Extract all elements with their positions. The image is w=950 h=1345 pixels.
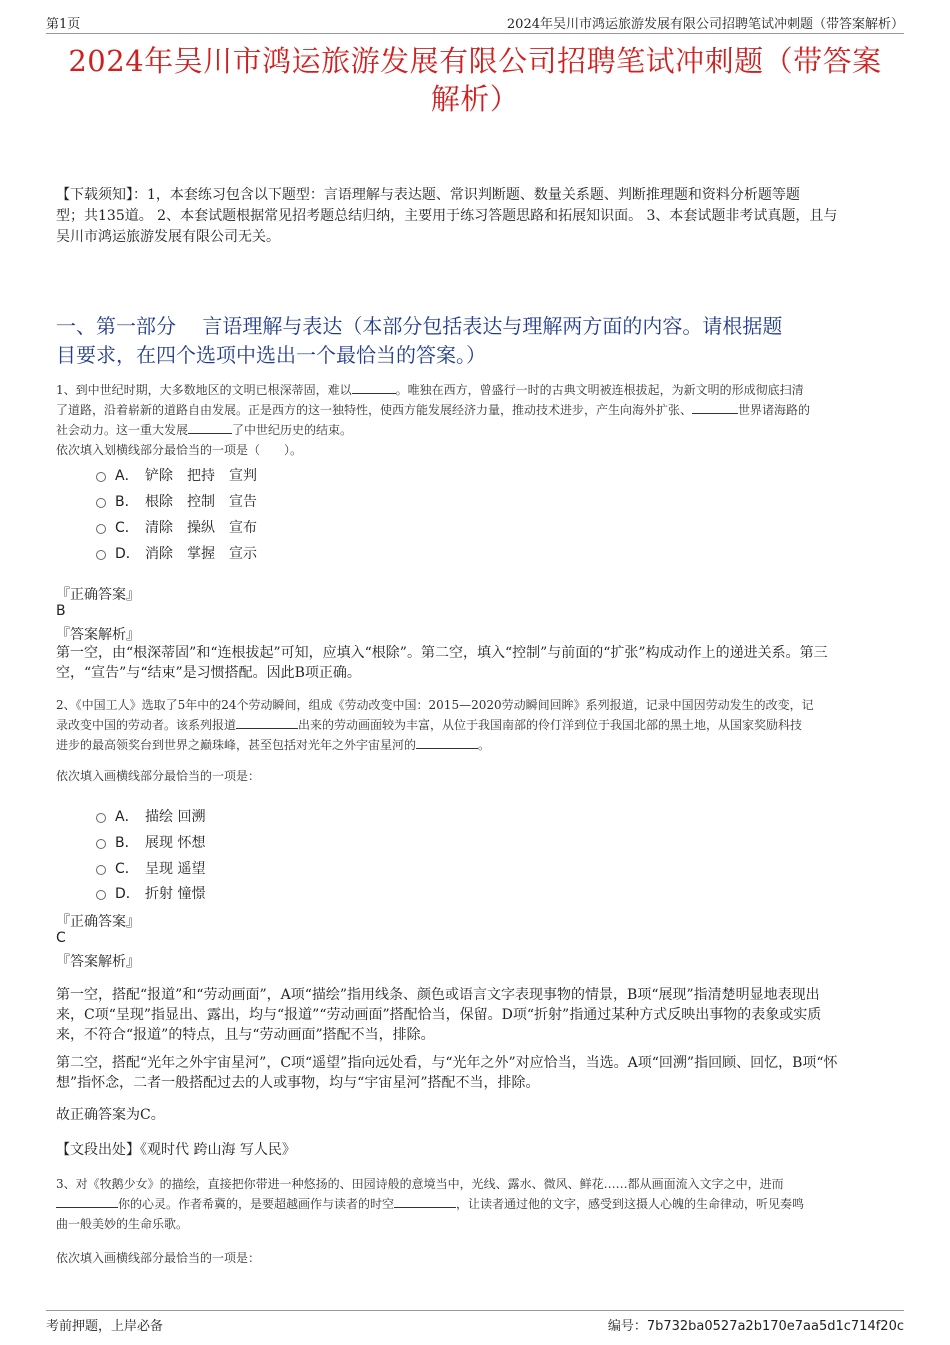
option-text: 清除 操纵 宣布 (145, 520, 257, 536)
blank (352, 380, 396, 394)
section-heading-line: 一、第一部分 言语理解与表达（本部分包括表达与理解两方面的内容。请根据题 (56, 314, 783, 338)
blank (394, 1194, 456, 1208)
blank (416, 735, 478, 749)
q2-option-c[interactable] (96, 858, 205, 878)
blank (188, 420, 232, 434)
q1-option-b[interactable] (96, 491, 257, 511)
question-3-text: 3、对《牧鹅少女》的描绘，直接把你带进一种悠扬的、田园诗般的意境当中，光线、露水、微风、鲜花……都从画面流入文字之中，进而 你的心灵。作者希冀的，是要超越画作与读者的时空 ，让读者通过他的文字，感受到这摄人心魄的生命律动，听见奏鸣 曲一般美妙的生命乐歌。 (56, 1177, 805, 1231)
option-letter: C． (115, 861, 139, 877)
option-letter: D． (115, 886, 140, 902)
radio-icon[interactable] (96, 550, 106, 560)
q2-option-a[interactable] (96, 806, 205, 826)
blank (692, 400, 738, 414)
radio-icon[interactable] (96, 472, 106, 482)
option-letter: B． (115, 835, 139, 851)
footer-divider (46, 1310, 904, 1311)
question-1-text: 1、到中世纪时期，大多数地区的文明已根深蒂固，难以 。唯独在西方，曾盛行一时的古典文明被连根拔起，为新文明的形成彻底扫清 了道路，沿着崭新的道路自由发展。正是西方的这一独特性，使西方能发展经济力量，推动技术进步，产生向海外扩张、 世界诸海路的 社会动力。这一重大发展 了中世纪历史的结束。 依次填入划横线部分最恰当的一项是（ ）。 (56, 380, 896, 460)
correct-answer-label: 『正确答案』 (56, 914, 140, 930)
option-letter: A． (115, 468, 139, 484)
title-line-2: 解析） (430, 82, 520, 116)
notice-line: 型；共135道。 2、本套试题根据常见招考题总结归纳，主要用于练习答题思路和拓展知识面。 3、本套试题非考试真题，且与 (56, 208, 838, 224)
radio-icon[interactable] (96, 865, 106, 875)
analysis-label: 『答案解析』 (56, 954, 140, 970)
q2-analysis-paragraph-2: 第二空，搭配“光年之外宇宙星河”，C项“遥望”指向远处看，与“光年之外”对应恰当，当选。A项“回溯”指回顾、回忆，B项“怀 想”指怀念，二者一般搭配过去的人或事物，均与“宇宙星河”搭配不当，排除。 (56, 1055, 838, 1091)
question-prompt: 依次填入画横线部分最恰当的一项是： (56, 1251, 261, 1265)
blank (236, 715, 298, 729)
download-notice (56, 185, 896, 248)
notice-line: 吴川市鸿运旅游发展有限公司无关。 (56, 229, 280, 245)
header-divider (46, 33, 904, 34)
blank (56, 1194, 118, 1208)
q2-source: 【文段出处】《观时代 跨山海 写人民》 (56, 1142, 296, 1158)
q2-answer: C (56, 930, 66, 946)
q2-conclusion: 故正确答案为C。 (56, 1107, 165, 1123)
radio-icon[interactable] (96, 524, 106, 534)
option-letter: D． (115, 546, 140, 562)
q1-option-c[interactable] (96, 517, 257, 537)
running-header-title: 2024年吴川市鸿运旅游发展有限公司招聘笔试冲刺题（带答案解析） (506, 17, 904, 32)
section-heading (56, 312, 896, 370)
notice-line: 【下载须知】：1，本套练习包含以下题型：言语理解与表达题、常识判断题、数量关系题、判断推理题和资料分析题等题 (56, 187, 800, 203)
correct-answer-label: 『正确答案』 (56, 587, 140, 603)
footer-slogan: 考前押题，上岸必备 (46, 1319, 164, 1334)
question-prompt: 依次填入画横线部分最恰当的一项是： (56, 769, 261, 783)
option-text: 铲除 把持 宣判 (145, 468, 257, 484)
q2-option-b[interactable] (96, 832, 205, 852)
radio-icon[interactable] (96, 890, 106, 900)
analysis-label: 『答案解析』 (56, 627, 140, 643)
q1-analysis: 第一空，由“根深蒂固”和“连根拔起”可知，应填入“根除”。第二空，填入“控制”与前面的“扩张”构成动作上的递进关系。第三 空，“宣告”与“结束”是习惯搭配。因此B项正确。 (56, 645, 828, 681)
radio-icon[interactable] (96, 839, 106, 849)
document-title (40, 42, 910, 118)
page-number: 第1页 (46, 17, 81, 32)
option-text: 折射 憧憬 (145, 886, 206, 902)
q1-option-d[interactable] (96, 543, 257, 563)
q2-analysis-paragraph-1: 第一空，搭配“报道”和“劳动画面”，A项“描绘”指用线条、颜色或语言文字表现事物的情景，B项“展现”指清楚明显地表现出 来，C项“呈现”指显出、露出，均与“报道”“劳动画面”搭配恰当，保留。D项“折射”指通过某种方式反映出事物的表象或实质 来，不符合“报道”的特点，且与“劳动画面”搭配不当，排除。 (56, 987, 822, 1043)
option-letter: C． (115, 520, 139, 536)
question-2-text: 2、《中国工人》选取了5年中的24个劳动瞬间，组成《劳动改变中国：2015—2020劳动瞬间回眸》系列报道，记录中国因劳动发生的改变，记 录改变中国的劳动者。该系列报道 出来的劳动画面较为丰富，从位于我国南部的伶仃洋到位于我国北部的黑土地，从国家奖励科技 进步的最高领奖台到世界之巅珠峰，甚至包括对光年之外宇宙星河的 。 (56, 698, 814, 752)
option-letter: A． (115, 809, 139, 825)
option-text: 根除 控制 宣告 (145, 494, 257, 510)
title-line-1: 2024年吴川市鸿运旅游发展有限公司招聘笔试冲刺题（带答案 (68, 44, 882, 78)
question-prompt: 依次填入划横线部分最恰当的一项是（ ）。 (56, 443, 303, 457)
radio-icon[interactable] (96, 498, 106, 508)
document-code (608, 1315, 904, 1334)
q1-option-a[interactable] (96, 465, 257, 485)
option-text: 展现 怀想 (145, 835, 206, 851)
option-text: 消除 掌握 宣示 (145, 546, 257, 562)
q2-option-d[interactable] (96, 883, 205, 903)
option-letter: B． (115, 494, 139, 510)
code-label: 编号： (607, 1319, 647, 1334)
code-value: 7b732ba0527a2b170e7aa5d1c714f20c (646, 1319, 904, 1334)
section-heading-line: 目要求，在四个选项中选出一个最恰当的答案。） (56, 343, 486, 367)
option-text: 描绘 回溯 (145, 809, 206, 825)
option-text: 呈现 遥望 (145, 861, 206, 877)
radio-icon[interactable] (96, 813, 106, 823)
q1-answer: B (56, 603, 66, 619)
